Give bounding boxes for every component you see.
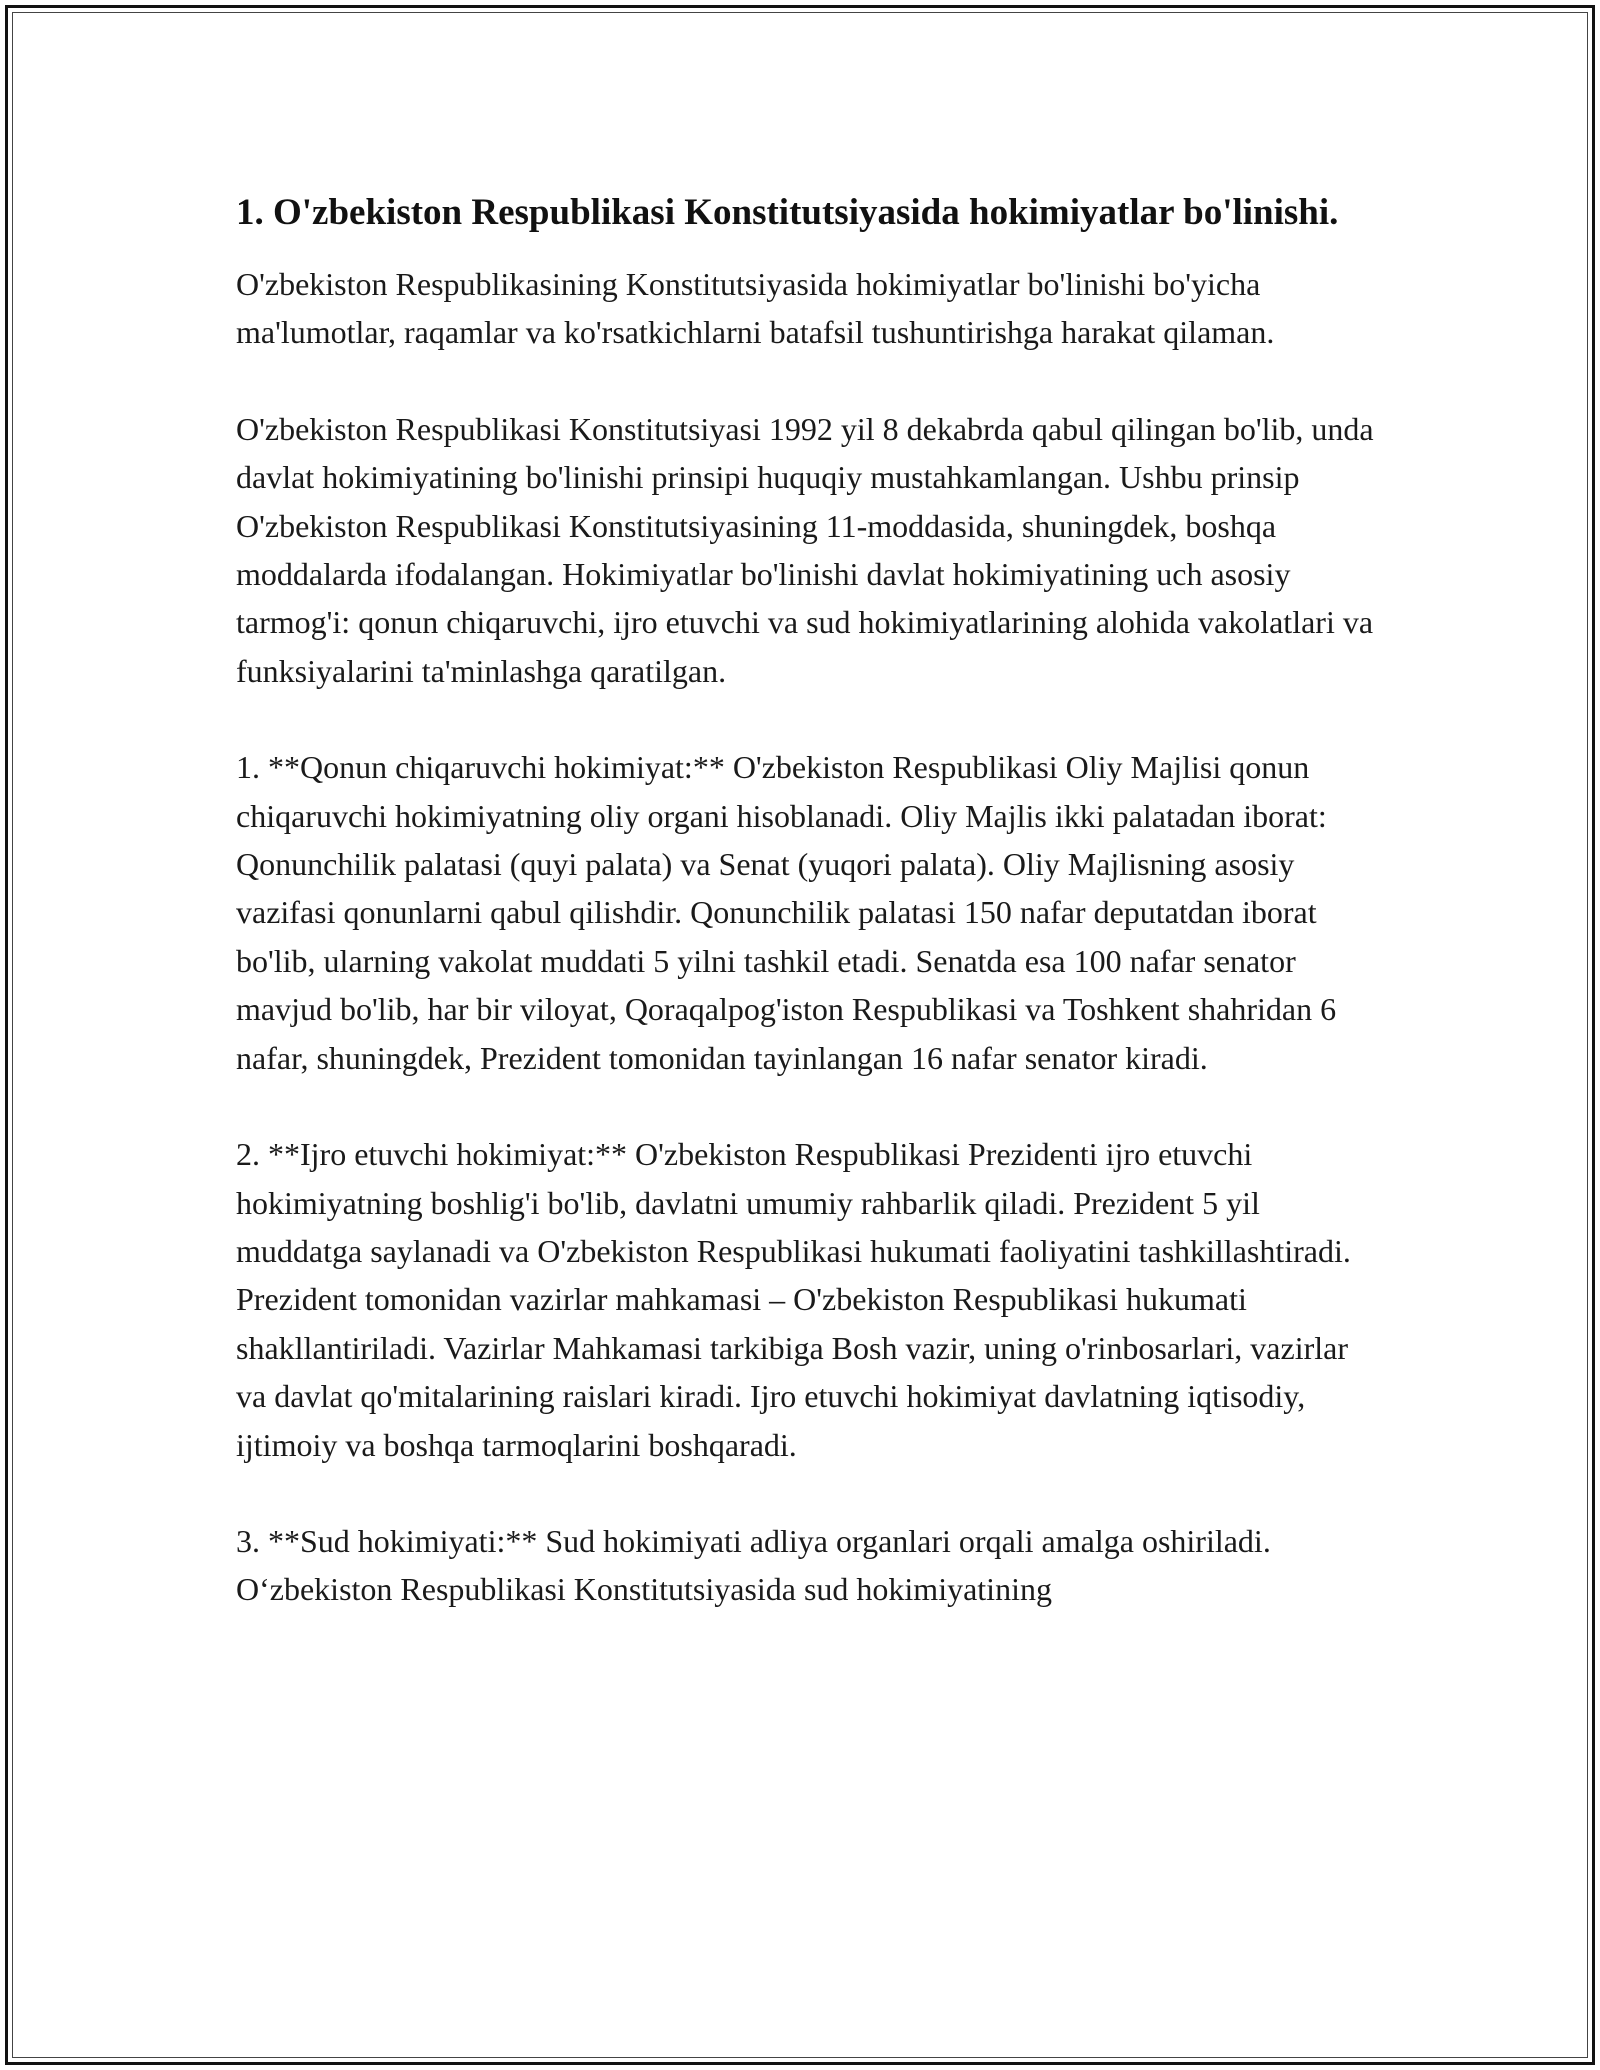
paragraph-intro: O'zbekiston Respublikasining Konstitutsiyasida hokimiyatlar bo'linishi bo'yicha ma'lumotlar, raqamlar va ko'rsatkichlarni batafsil tushuntirishga harakat qilaman. — [236, 266, 1275, 351]
paragraph-judicial: 3. **Sud hokimiyati:** Sud hokimiyati adliya organlari orqali amalga oshiriladi. O‘zbekiston Respublikasi Konstitutsiyasida sud hokimiyatining — [236, 1522, 1271, 1608]
paragraph-executive: 2. **Ijro etuvchi hokimiyat:** O'zbekiston Respublikasi Prezidenti ijro etuvchi hokimiyatning boshlig'i bo'lib, davlatni umumiy rahbarlik qiladi. Prezident 5 yil muddatga saylanadi va O'zbekiston Respublikasi hukumati faoliyatini tashkillashtiradi. Prezident tomonidan vazirlar mahkamasi – O'zbekiston Respublikasi hukumati shakllantiriladi. Vazirlar Mahkamasi tarkibiga Bosh vazir, uning o'rinbosarlari, vazirlar va davlat qo'mitalarining raislari kiradi. Ijro etuvchi hokimiyat davlatning iqtisodiy, ijtimoiy va boshqa tarmoqlarini boshqaradi. — [236, 1136, 1351, 1463]
paragraph-constitution: O'zbekiston Respublikasi Konstitutsiyasi 1992 yil 8 dekabrda qabul qilingan bo'lib, unda davlat hokimiyatining bo'linishi prinsipi huquqiy mustahkamlangan. Ushbu prinsip O'zbekiston Respublikasi Konstitutsiyasining 11-moddasida, shuningdek, boshqa moddalarda ifodalangan. Hokimiyatlar bo'linishi davlat hokimiyatining uch asosiy tarmog'i: qonun chiqaruvchi, ijro etuvchi va sud hokimiyatlarining alohida vakolatlari va funksiyalarini ta'minlashga qaratilgan. — [236, 410, 1374, 689]
section-title: 1. O'zbekiston Respublikasi Konstitutsiyasida hokimiyatlar bo'linishi. — [236, 192, 1339, 233]
document-body — [236, 186, 1386, 1662]
paragraph-legislative: 1. **Qonun chiqaruvchi hokimiyat:** O'zbekiston Respublikasi Oliy Majlisi qonun chiqaruvchi hokimiyatning oliy organi hisoblanadi. Oliy Majlis ikki palatadan iborat: Qonunchilik palatasi (quyi palata) va Senat (yuqori palata). Oliy Majlisning asosiy vazifasi qonunlarni qabul qilishdir. Qonunchilik palatasi 150 nafar deputatdan iborat bo'lib, ularning vakolat muddati 5 yilni tashkil etadi. Senatda esa 100 nafar senator mavjud bo'lib, har bir viloyat, Qoraqalpog'iston Respublikasi va Toshkent shahridan 6 nafar, shuningdek, Prezident tomonidan tayinlangan 16 nafar senator kiradi. — [236, 749, 1337, 1076]
